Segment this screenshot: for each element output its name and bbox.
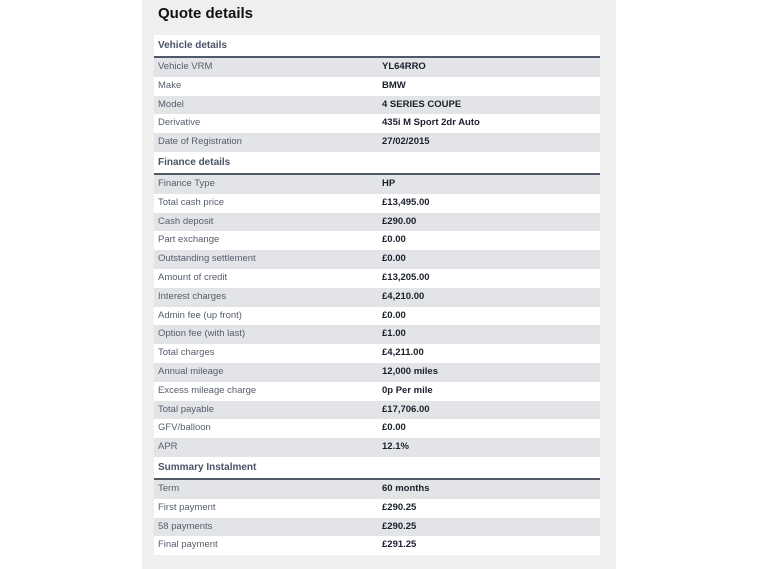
row-label: Amount of credit (158, 271, 228, 283)
table-row (154, 401, 600, 420)
row-label: First payment (158, 501, 216, 513)
table-row (154, 231, 600, 250)
table-row (154, 58, 600, 77)
table-row (154, 250, 600, 269)
table-row (154, 499, 600, 518)
section-header (154, 457, 600, 480)
row-value: 12,000 miles (382, 365, 438, 377)
row-label: Total charges (158, 347, 215, 359)
row-label: Part exchange (158, 234, 220, 246)
table-row (154, 114, 600, 133)
row-value: 4 SERIES COUPE (382, 98, 462, 110)
row-label: 58 payments (158, 520, 213, 532)
row-value: 27/02/2015 (382, 136, 430, 148)
row-label: Final payment (158, 539, 218, 551)
section-heading: Vehicle details (158, 40, 227, 51)
row-label: Excess mileage charge (158, 384, 257, 396)
row-label: Vehicle VRM (158, 61, 213, 72)
section-header (154, 35, 600, 58)
row-label: Interest charges (158, 290, 227, 302)
row-value: £1.00 (382, 328, 406, 340)
section-heading: Finance details (158, 156, 231, 168)
row-label: Option fee (with last) (158, 328, 246, 340)
row-label: Model (158, 98, 184, 110)
row-value: £290.25 (382, 520, 417, 532)
row-label: Derivative (158, 117, 201, 129)
table-row (154, 194, 600, 213)
row-value: £0.00 (382, 422, 406, 434)
row-label: Cash deposit (158, 215, 214, 227)
row-label: Finance Type (158, 177, 215, 189)
row-label: GFV/balloon (158, 422, 211, 434)
table-row (154, 382, 600, 401)
row-value: £0.00 (382, 253, 406, 265)
table-row (154, 536, 600, 555)
table-row (154, 307, 600, 326)
row-value: 435i M Sport 2dr Auto (382, 117, 480, 129)
table-row (154, 325, 600, 344)
row-value: HP (382, 177, 396, 189)
table-row (154, 96, 600, 115)
row-value: 0p Per mile (382, 384, 433, 396)
table-row (154, 213, 600, 232)
quote-table (154, 35, 600, 555)
table-row (154, 133, 600, 152)
table-row (154, 344, 600, 363)
section-heading: Summary Instalment (158, 461, 257, 473)
row-value: YL64RRO (382, 61, 426, 72)
table-row (154, 288, 600, 307)
row-value: £0.00 (382, 234, 406, 246)
row-label: Make (158, 79, 182, 91)
table-row (154, 269, 600, 288)
row-label: APR (158, 441, 178, 453)
row-value: 12.1% (382, 441, 409, 453)
row-label: Total payable (158, 403, 214, 415)
row-value: £4,211.00 (382, 347, 424, 359)
row-value: 60 months (382, 482, 430, 494)
table-row (154, 363, 600, 382)
row-label: Outstanding settlement (158, 253, 256, 265)
row-value: £0.00 (382, 309, 406, 321)
table-row (154, 480, 600, 499)
row-value: £13,495.00 (382, 196, 430, 208)
row-label: Date of Registration (158, 136, 242, 148)
row-value: £291.25 (382, 539, 417, 551)
page-title: Quote details (158, 5, 254, 22)
section-header (154, 152, 600, 175)
row-value: £4,210.00 (382, 290, 425, 302)
row-value: £17,706.00 (382, 403, 430, 415)
row-value: BMW (382, 79, 406, 91)
table-row (154, 175, 600, 194)
row-value: £290.25 (382, 501, 417, 513)
table-row (154, 419, 600, 438)
row-label: Term (158, 482, 180, 494)
table-row (154, 518, 600, 537)
row-label: Total cash price (158, 196, 225, 208)
table-row (154, 438, 600, 457)
row-value: £290.00 (382, 215, 417, 227)
table-row (154, 77, 600, 96)
row-label: Admin fee (up front) (158, 309, 242, 321)
row-label: Annual mileage (158, 365, 224, 377)
row-value: £13,205.00 (382, 271, 430, 283)
